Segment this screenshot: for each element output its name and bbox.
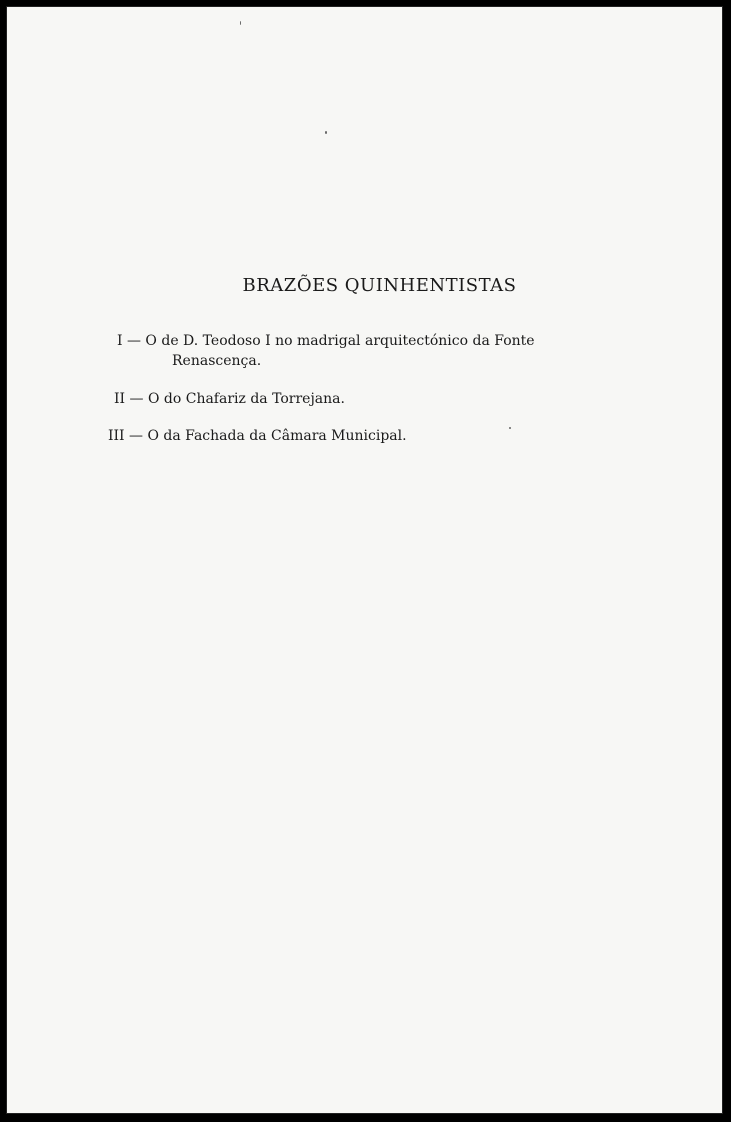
document-page (6, 6, 723, 1114)
list-item-3 (108, 426, 407, 446)
entry-numeral: III (108, 428, 125, 444)
list-item-2 (114, 389, 345, 409)
entry-text: — O de D. Teodoso I no madrigal arquitectónico da Fonte (126, 333, 535, 349)
entry-text: — O da Fachada da Câmara Municipal. (129, 428, 407, 444)
entry-numeral: I (117, 333, 123, 349)
entry-text: — O do Chafariz da Torrejana. (129, 391, 345, 407)
list-item-1 (117, 331, 535, 351)
list-item-1-continuation: Renascença. (172, 353, 262, 369)
entry-numeral: II (114, 391, 126, 407)
paper-speck (325, 131, 327, 134)
page-title: BRAZÕES QUINHENTISTAS (242, 275, 517, 296)
paper-speck (240, 21, 241, 25)
paper-speck (509, 427, 511, 429)
